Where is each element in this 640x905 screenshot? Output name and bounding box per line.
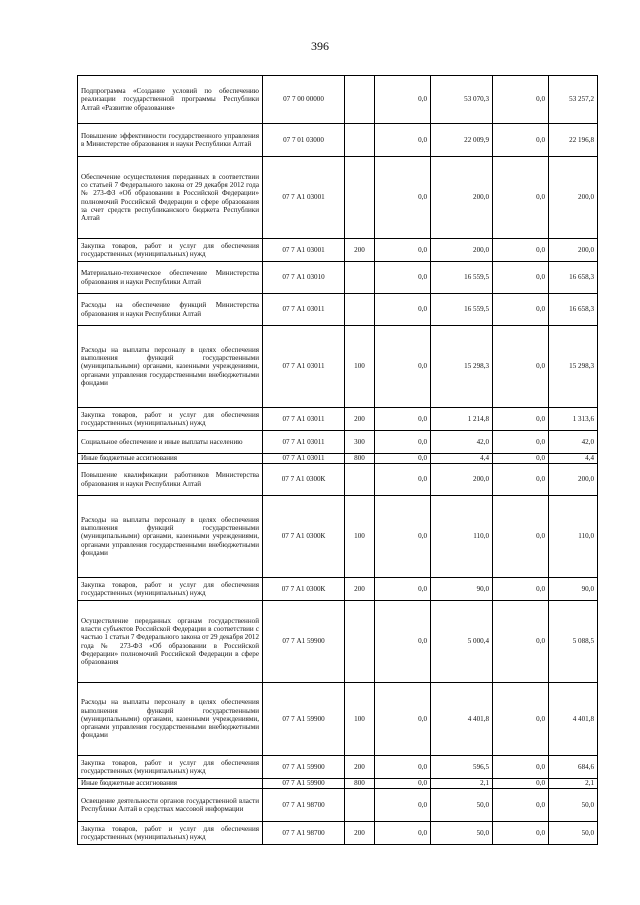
row-value-3: 0,0 [493, 601, 549, 683]
row-value-3: 0,0 [493, 756, 549, 779]
row-expense-type [345, 157, 375, 239]
row-name: Закупка товаров, работ и услуг для обеспечения государственных (муниципальных) нужд [78, 756, 263, 779]
row-value-4: 2,1 [549, 779, 598, 789]
row-value-4: 200,0 [549, 464, 598, 496]
row-value-3: 0,0 [493, 464, 549, 496]
row-value-1: 0,0 [375, 326, 431, 408]
row-value-2: 4 401,8 [431, 683, 493, 756]
row-name: Обеспечение осуществления переданных в соответствии со статьей 7 Федерального закона от 29 декабря 2012 года № 273-ФЗ «Об образовании в Российской Федерации» полномочий Российской Федерации в сфере образования за счет средств республиканского бюджета Республики Алтай [78, 157, 263, 239]
row-value-1: 0,0 [375, 756, 431, 779]
row-value-4: 684,6 [549, 756, 598, 779]
row-name: Закупка товаров, работ и услуг для обеспечения государственных (муниципальных) нужд [78, 408, 263, 431]
table-row [78, 157, 598, 239]
row-expense-type: 200 [345, 756, 375, 779]
table-row [78, 326, 598, 408]
row-value-3: 0,0 [493, 294, 549, 326]
row-name: Иные бюджетные ассигнования [78, 454, 263, 464]
row-code: 07 7 А1 98700 [263, 822, 345, 845]
row-value-2: 4,4 [431, 454, 493, 464]
row-expense-type: 200 [345, 822, 375, 845]
table-row [78, 496, 598, 578]
row-value-2: 53 070,3 [431, 76, 493, 124]
row-value-1: 0,0 [375, 454, 431, 464]
row-code: 07 7 А1 03011 [263, 431, 345, 454]
row-value-2: 50,0 [431, 822, 493, 845]
row-value-4: 42,0 [549, 431, 598, 454]
row-value-2: 110,0 [431, 496, 493, 578]
row-value-1: 0,0 [375, 822, 431, 845]
table-row [78, 294, 598, 326]
row-value-4: 50,0 [549, 789, 598, 822]
table-row [78, 408, 598, 431]
page-number: 396 [311, 39, 329, 53]
row-code: 07 7 А1 98700 [263, 789, 345, 822]
row-value-2: 200,0 [431, 239, 493, 262]
table-row [78, 76, 598, 124]
row-code: 07 7 А1 03010 [263, 262, 345, 294]
row-value-1: 0,0 [375, 789, 431, 822]
row-name: Закупка товаров, работ и услуг для обеспечения государственных (муниципальных) нужд [78, 822, 263, 845]
row-value-1: 0,0 [375, 239, 431, 262]
row-code: 07 7 А1 03011 [263, 294, 345, 326]
row-expense-type [345, 294, 375, 326]
row-value-2: 200,0 [431, 157, 493, 239]
budget-table-body [78, 76, 598, 845]
row-value-1: 0,0 [375, 683, 431, 756]
row-value-2: 596,5 [431, 756, 493, 779]
row-code: 07 7 А1 0300К [263, 578, 345, 601]
row-value-3: 0,0 [493, 779, 549, 789]
row-name: Освещение деятельности органов государственной власти Республики Алтай в средствах массовой информации [78, 789, 263, 822]
row-code: 07 7 А1 59900 [263, 756, 345, 779]
row-value-4: 4,4 [549, 454, 598, 464]
row-value-4: 1 313,6 [549, 408, 598, 431]
row-value-4: 110,0 [549, 496, 598, 578]
table-row [78, 789, 598, 822]
row-code: 07 7 А1 59900 [263, 779, 345, 789]
row-value-1: 0,0 [375, 124, 431, 157]
table-row [78, 239, 598, 262]
table-row [78, 779, 598, 789]
row-value-1: 0,0 [375, 496, 431, 578]
row-value-2: 50,0 [431, 789, 493, 822]
row-code: 07 7 А1 03011 [263, 326, 345, 408]
row-value-3: 0,0 [493, 124, 549, 157]
row-code: 07 7 А1 0300К [263, 464, 345, 496]
row-value-3: 0,0 [493, 326, 549, 408]
row-expense-type: 200 [345, 408, 375, 431]
row-value-2: 1 214,8 [431, 408, 493, 431]
row-expense-type: 200 [345, 578, 375, 601]
row-expense-type: 100 [345, 326, 375, 408]
row-expense-type [345, 124, 375, 157]
row-name: Осуществление переданных органам государственной власти субъектов Российской Федерации в соответствии с частью 1 статьи 7 Федерального закона от 29 декабря 2012 года № 273-ФЗ «Об образовании в Российской Федерации» полномочий Российской Федерации в сфере образования [78, 601, 263, 683]
row-name: Иные бюджетные ассигнования [78, 779, 263, 789]
row-value-4: 16 658,3 [549, 294, 598, 326]
row-value-4: 90,0 [549, 578, 598, 601]
row-value-3: 0,0 [493, 454, 549, 464]
table-row [78, 756, 598, 779]
row-value-1: 0,0 [375, 157, 431, 239]
row-value-2: 22 009,9 [431, 124, 493, 157]
row-code: 07 7 01 03000 [263, 124, 345, 157]
row-expense-type [345, 464, 375, 496]
table-row [78, 683, 598, 756]
row-name: Повышение эффективности государственного управления в Министерстве образования и науки Республики Алтай [78, 124, 263, 157]
row-value-3: 0,0 [493, 496, 549, 578]
row-value-4: 50,0 [549, 822, 598, 845]
row-value-3: 0,0 [493, 408, 549, 431]
table-row [78, 431, 598, 454]
table-row [78, 822, 598, 845]
row-value-3: 0,0 [493, 789, 549, 822]
row-name: Расходы на обеспечение функций Министерства образования и науки Республики Алтай [78, 294, 263, 326]
row-value-3: 0,0 [493, 431, 549, 454]
row-value-3: 0,0 [493, 76, 549, 124]
row-value-4: 16 658,3 [549, 262, 598, 294]
row-expense-type [345, 789, 375, 822]
row-value-1: 0,0 [375, 262, 431, 294]
row-name: Расходы на выплаты персоналу в целях обеспечения выполнения функций государственными (муниципальными) органами, казенными учреждениями, органами управления государственными внебюджетными фондами [78, 683, 263, 756]
row-name: Материально-техническое обеспечение Министерства образования и науки Республики Алтай [78, 262, 263, 294]
row-value-3: 0,0 [493, 262, 549, 294]
row-value-1: 0,0 [375, 464, 431, 496]
row-value-4: 200,0 [549, 157, 598, 239]
row-value-1: 0,0 [375, 294, 431, 326]
row-name: Закупка товаров, работ и услуг для обеспечения государственных (муниципальных) нужд [78, 578, 263, 601]
row-expense-type: 100 [345, 683, 375, 756]
row-value-4: 200,0 [549, 239, 598, 262]
row-value-2: 42,0 [431, 431, 493, 454]
row-expense-type [345, 262, 375, 294]
row-code: 07 7 А1 03001 [263, 239, 345, 262]
row-name: Повышение квалификации работников Министерства образования и науки Республики Алтай [78, 464, 263, 496]
row-value-2: 15 298,3 [431, 326, 493, 408]
table-row [78, 124, 598, 157]
row-expense-type: 800 [345, 454, 375, 464]
row-code: 07 7 А1 59900 [263, 683, 345, 756]
row-value-3: 0,0 [493, 157, 549, 239]
row-value-4: 4 401,8 [549, 683, 598, 756]
row-value-1: 0,0 [375, 431, 431, 454]
row-code: 07 7 А1 03011 [263, 408, 345, 431]
row-value-2: 16 559,5 [431, 294, 493, 326]
row-expense-type: 100 [345, 496, 375, 578]
row-code: 07 7 А1 03011 [263, 454, 345, 464]
row-name: Социальное обеспечение и иные выплаты населению [78, 431, 263, 454]
row-value-3: 0,0 [493, 822, 549, 845]
row-value-2: 5 000,4 [431, 601, 493, 683]
row-value-3: 0,0 [493, 239, 549, 262]
budget-table [77, 75, 598, 845]
row-value-3: 0,0 [493, 683, 549, 756]
row-value-4: 15 298,3 [549, 326, 598, 408]
row-expense-type [345, 601, 375, 683]
row-code: 07 7 А1 59900 [263, 601, 345, 683]
row-name: Расходы на выплаты персоналу в целях обеспечения выполнения функций государственными (муниципальными) органами, казенными учреждениями, органами управления государственными внебюджетными фондами [78, 326, 263, 408]
row-value-2: 16 559,5 [431, 262, 493, 294]
row-name: Подпрограмма «Создание условий по обеспечению реализации государственной программы Республики Алтай «Развитие образования» [78, 76, 263, 124]
row-value-1: 0,0 [375, 779, 431, 789]
row-code: 07 7 00 00000 [263, 76, 345, 124]
row-value-4: 5 088,5 [549, 601, 598, 683]
table-row [78, 454, 598, 464]
row-value-1: 0,0 [375, 76, 431, 124]
table-row [78, 262, 598, 294]
row-value-4: 53 257,2 [549, 76, 598, 124]
row-value-4: 22 196,8 [549, 124, 598, 157]
row-value-1: 0,0 [375, 601, 431, 683]
row-name: Расходы на выплаты персоналу в целях обеспечения выполнения функций государственными (муниципальными) органами, казенными учреждениями, органами управления государственными внебюджетными фондами [78, 496, 263, 578]
row-expense-type: 200 [345, 239, 375, 262]
row-value-2: 2,1 [431, 779, 493, 789]
row-value-3: 0,0 [493, 578, 549, 601]
table-row [78, 601, 598, 683]
row-code: 07 7 А1 0300К [263, 496, 345, 578]
row-value-1: 0,0 [375, 408, 431, 431]
row-value-2: 200,0 [431, 464, 493, 496]
row-value-1: 0,0 [375, 578, 431, 601]
table-row [78, 578, 598, 601]
row-expense-type [345, 76, 375, 124]
row-expense-type: 800 [345, 779, 375, 789]
row-name: Закупка товаров, работ и услуг для обеспечения государственных (муниципальных) нужд [78, 239, 263, 262]
row-expense-type: 300 [345, 431, 375, 454]
row-code: 07 7 А1 03001 [263, 157, 345, 239]
row-value-2: 90,0 [431, 578, 493, 601]
table-row [78, 464, 598, 496]
